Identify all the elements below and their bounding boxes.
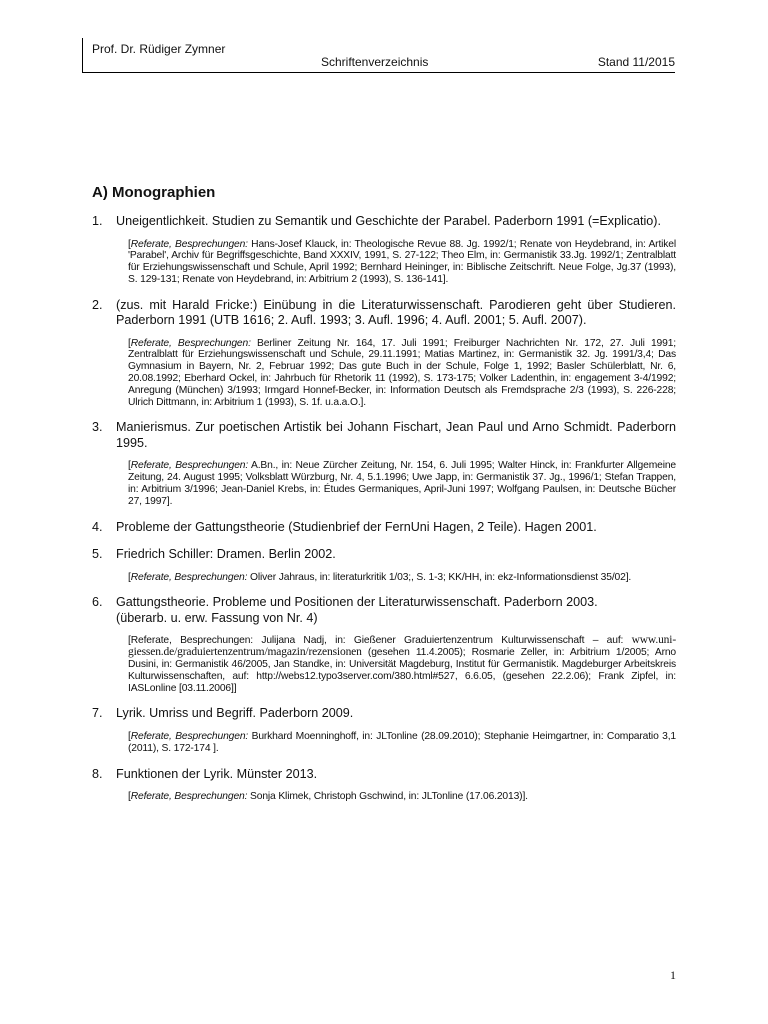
entry-reviews: [Referate, Besprechungen: Berliner Zeitung Nr. 164, 17. Juli 1991; Freiburger Nachrichten Nr. 172, 27. Juli 1991; Zentralblatt für Erziehungswissenschaft und Schule, 29.11.1991; Matias Martinez, in: Germanistik 32. Jg. 1991/3,4; Das Gymnasium in Bayern, Nr. 2, Februar 1992; Das gute Buch in der Schule, Folge 1, 1992; Basler Schülerblatt, Nr. 6, 20.08.1992; Eberhard Ockel, in: Jahrbuch für Rhetorik 11 (1992), S. 173-175; Volker Ladenthin, in: engagement 3-4/1992; Anregung (München) 3/1993; Irmgard Honnef-Becker, in: Information Deutsch als Fremdsprache 2/3 (1993), S. 226-228; Ulrich Dittmann, in: Arbitrium 1 (1993), S. 1f. u.a.a.O.]. — [128, 337, 676, 408]
entry-title: Manierismus. Zur poetischen Artistik bei Johann Fischart, Jean Paul und Arno Schmidt. Paderborn 1995. — [116, 420, 676, 450]
entry-subtitle: (überarb. u. erw. Fassung von Nr. 4) — [116, 610, 318, 625]
entry-reviews: [Referate, Besprechungen: Sonja Klimek, Christoph Gschwind, in: JLTonline (17.06.2013)]. — [128, 791, 528, 803]
entry-title: Uneigentlichkeit. Studien zu Semantik und Geschichte der Parabel. Paderborn 1991 (=Explicatio). — [116, 214, 661, 228]
page-header — [82, 38, 675, 73]
entry-number: 4. — [92, 519, 103, 534]
review-label: Referate, Besprechungen: — [130, 571, 248, 583]
header-author: Prof. Dr. Rüdiger Zymner — [92, 42, 226, 56]
entry-reviews — [128, 635, 676, 694]
review-label: Referate, Besprechungen: — [130, 238, 248, 250]
entry-list — [92, 214, 676, 815]
entry-1 — [92, 214, 676, 286]
review-label: Referate, Besprechungen: — [130, 791, 248, 803]
page-number: 1 — [670, 968, 676, 982]
entry-8 — [92, 767, 676, 803]
review-label: Referate, Besprechungen: — [130, 730, 249, 742]
entry-reviews: [Referate, Besprechungen: Burkhard Moenninghoff, in: JLTonline (28.09.2010); Stephanie Heimgartner, in: Comparatio 3,1 (2011), S. 172-174 ]. — [128, 730, 676, 754]
review-text: A.Bn., in: Neue Zürcher Zeitung, Nr. 154, 6. Juli 1995; Walter Hinck, in: Frankfurter Allgemeine Zeitung, 24. August 1995; Volksblatt Würzburg, Nr. 4, 5.1.1996; Uwe Japp, in: Germanistik 37. Jg., 1996/1; Stefan Trappen, in: Arbitrium 3/1996; Jean-Daniel Krebs, in: Études Germaniques, April-Juni 1997; Wolfgang Paulsen, in: Deutsche Bücher 27, 1997]. — [128, 460, 677, 507]
section-title: A) Monographien — [92, 184, 216, 201]
review-link[interactable]: www.uni-giessen.de/graduiertenzentrum/magazin/rezensionen — [128, 634, 676, 659]
entry-number: 5. — [92, 547, 103, 562]
entry-title: Lyrik. Umriss und Begriff. Paderborn 2009. — [116, 706, 354, 721]
review-text: Oliver Jahraus, in: literaturkritik 1/03;, S. 1-3; KK/HH, in: ekz-Informationsdienst 35/02]. — [247, 571, 632, 583]
review-text-rest: (gesehen 11.4.2005); Rosmarie Zeller, in: Arbitrium 1/2005; Arno Dusini, in: Germanistik 46/2005, Jan Standke, in: Universität Magdeburg, Institut für Germanistik. Magdeburger Arbeitskreis Kulturwissenschaften, auf: http://webs12.typo3server.com/380.html#527, 6.6.05, (gesehen 22.2.06); Frank Zipfel, in: IASLonline [03.11.2006]] — [128, 647, 676, 694]
review-text: Berliner Zeitung Nr. 164, 17. Juli 1991; Freiburger Nachrichten Nr. 172, 27. Juli 1991; Zentralblatt für Erziehungswissenschaft und Schule, 29.11.1991; Matias Martinez, in: Germanistik 32. Jg. 1991/3,4; Das Gymnasium in Bayern, Nr. 2, Februar 1992; Das gute Buch in der Schule, Folge 1, 1992; Basler Schülerblatt, Nr. 6, 20.08.1992; Eberhard Ockel, in: Jahrbuch für Rhetorik 11 (1992), S. 173-175; Volker Ladenthin, in: engagement 3-4/1992; Anregung (München) 3/1993; Irmgard Honnef-Becker, in: Information Deutsch als Fremdsprache 2/3 (1993), S. 226-228; Ulrich Dittmann, in: Arbitrium 1 (1993), S. 1f. u.a.a.O.]. — [128, 337, 676, 408]
review-text: [Referate, Besprechungen: Julijana Nadj, in: Gießener Graduiertenzentrum Kulturwissenschaft – auf: — [128, 635, 632, 647]
entry-number: 3. — [92, 420, 103, 435]
header-title: Schriftenverzeichnis — [321, 55, 429, 69]
entry-reviews: [Referate, Besprechungen: Oliver Jahraus, in: literaturkritik 1/03;, S. 1-3; KK/HH, in: ekz-Informationsdienst 35/02]. — [128, 571, 632, 583]
entry-title: Probleme der Gattungstheorie (Studienbrief der FernUni Hagen, 2 Teile). Hagen 2001. — [116, 519, 597, 534]
review-label: Referate, Besprechungen: — [130, 460, 249, 472]
entry-number: 1. — [92, 214, 103, 228]
entry-2 — [92, 298, 676, 409]
entry-3 — [92, 420, 676, 507]
entry-7 — [92, 706, 676, 754]
entry-number: 6. — [92, 595, 103, 610]
entry-reviews: [Referate, Besprechungen: A.Bn., in: Neue Zürcher Zeitung, Nr. 154, 6. Juli 1995; Walter Hinck, in: Frankfurter Allgemeine Zeitung, 24. August 1995; Volksblatt Würzburg, Nr. 4, 5.1.1996; Uwe Japp, in: Germanistik 37. Jg., 1996/1; Stefan Trappen, in: Arbitrium 3/1996; Jean-Daniel Krebs, in: Études Germaniques, April-Juni 1997; Wolfgang Paulsen, in: Deutsche Bücher 27, 1997]. — [128, 460, 677, 507]
entry-5 — [92, 547, 676, 583]
entry-title: Gattungstheorie. Probleme und Positionen der Literaturwissenschaft. Paderborn 2003. (überarb. u. erw. Fassung von Nr. 4) — [116, 595, 598, 625]
entry-title: Friedrich Schiller: Dramen. Berlin 2002. — [116, 547, 336, 562]
review-label: Referate, Besprechungen: — [130, 337, 251, 349]
entry-reviews: [Referate, Besprechungen: Hans-Josef Klauck, in: Theologische Revue 88. Jg. 1992/1; Renate von Heydebrand, in: Artikel 'Parabel', Archiv für Begriffsgeschichte, Band XXXIV, 1991, S. 27-122; Theo Elm, in: Germanistik 33.Jg. 1992/1; Zentralblatt für Erziehungswissenschaft und Schule, April 1992; Bernhard Heininger, in: Biblische Zeitschrift. Neue Folge, Jg.37 (1993), S. 129-131; Renate von Heydebrand, in: Arbitrium 2 (1993), S. 136-141]. — [128, 238, 677, 285]
entry-4 — [92, 520, 676, 536]
review-text: Sonja Klimek, Christoph Gschwind, in: JLTonline (17.06.2013)]. — [247, 791, 528, 803]
entry-number: 7. — [92, 706, 103, 721]
entry-number: 2. — [92, 297, 103, 312]
entry-number: 8. — [92, 766, 103, 781]
header-date: Stand 11/2015 — [597, 55, 675, 69]
review-text: Burkhard Moenninghoff, in: JLTonline (28.09.2010); Stephanie Heimgartner, in: Comparatio 3,1 (2011), S. 172-174 ]. — [128, 730, 676, 754]
entry-6 — [92, 595, 676, 694]
entry-title: Funktionen der Lyrik. Münster 2013. — [116, 766, 318, 781]
review-text: Hans-Josef Klauck, in: Theologische Revue 88. Jg. 1992/1; Renate von Heydebrand, in: Artikel 'Parabel', Archiv für Begriffsgeschichte, Band XXXIV, 1991, S. 27-122; Theo Elm, in: Germanistik 33.Jg. 1992/1; Zentralblatt für Erziehungswissenschaft und Schule, April 1992; Bernhard Heininger, in: Biblische Zeitschrift. Neue Folge, Jg.37 (1993), S. 129-131; Renate von Heydebrand, in: Arbitrium 2 (1993), S. 136-141]. — [128, 238, 677, 285]
entry-title: (zus. mit Harald Fricke:) Einübung in die Literaturwissenschaft. Parodieren geht über Studieren. Paderborn 1991 (UTB 1616; 2. Aufl. 1993; 3. Aufl. 1996; 4. Aufl. 2001; 5. Aufl. 2007). — [116, 297, 676, 328]
